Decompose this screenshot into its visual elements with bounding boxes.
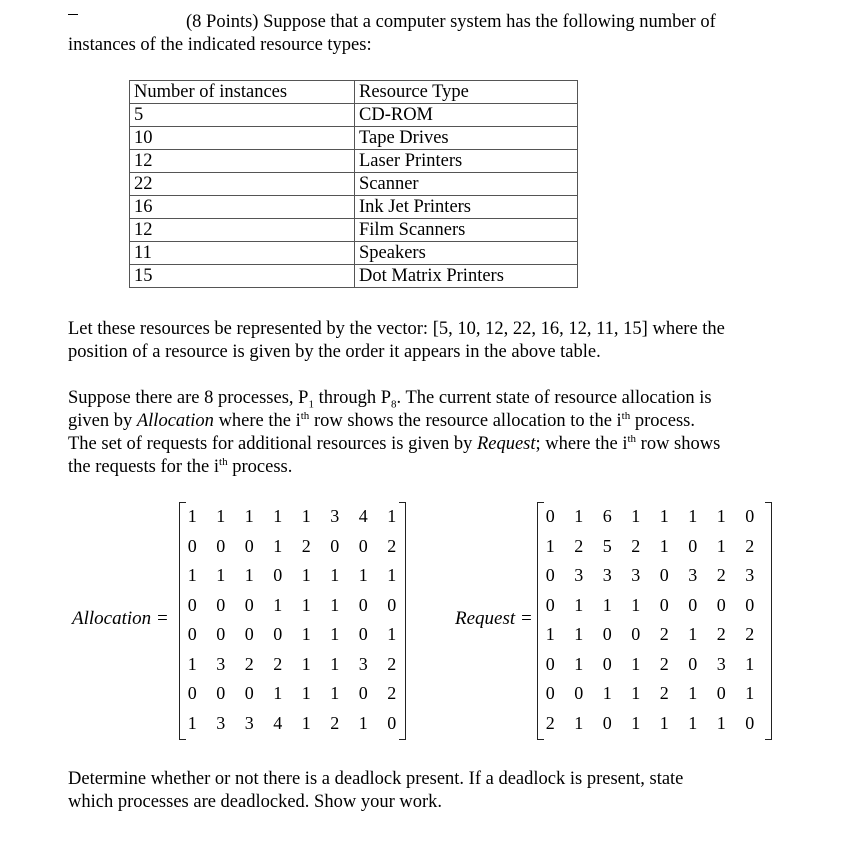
matrix-cell: 3 bbox=[244, 712, 254, 733]
matrix-cell: 0 bbox=[244, 535, 254, 556]
answer-blank bbox=[68, 14, 78, 15]
matrix-cell: 2 bbox=[716, 624, 726, 644]
text: where the i bbox=[213, 411, 301, 431]
text: the requests for the i bbox=[68, 457, 220, 477]
matrix-cell: 6 bbox=[602, 506, 612, 526]
matrix-cell: 2 bbox=[273, 653, 283, 674]
matrix-cell: 0 bbox=[244, 594, 254, 615]
matrix-cell: 3 bbox=[631, 565, 641, 585]
instances-cell: 15 bbox=[130, 265, 355, 288]
matrix-cell: 1 bbox=[631, 506, 641, 526]
closing-line2: which processes are deadlocked. Show your work. bbox=[68, 792, 443, 812]
question-intro-line1: (8 Points) Suppose that a computer system has the following number of bbox=[186, 12, 716, 32]
matrix-cell: 2 bbox=[574, 535, 584, 556]
matrix-cell: 1 bbox=[273, 594, 283, 615]
text: . The current state of resource allocation is bbox=[396, 388, 712, 408]
matrix-cell: 3 bbox=[688, 565, 698, 585]
table-row bbox=[130, 150, 578, 173]
resource-type-cell: Speakers bbox=[355, 242, 578, 265]
matrix-cell: 0 bbox=[187, 624, 197, 644]
matrix-cell: 0 bbox=[545, 594, 555, 615]
matrix-cell: 0 bbox=[187, 594, 197, 615]
table-row bbox=[130, 196, 578, 219]
matrix-cell: 1 bbox=[244, 506, 254, 526]
matrix-cell: 1 bbox=[387, 565, 397, 585]
matrix-cell: 1 bbox=[273, 535, 283, 556]
matrix-cell: 5 bbox=[602, 535, 612, 556]
process-paragraph-line1 bbox=[68, 387, 712, 410]
superscript: th bbox=[627, 432, 637, 445]
matrix-cell: 1 bbox=[358, 712, 368, 733]
matrix-cell: 2 bbox=[545, 712, 555, 733]
matrix-cell: 0 bbox=[187, 535, 197, 556]
subscript: 8 bbox=[391, 398, 397, 411]
matrix-cell: 1 bbox=[187, 653, 197, 674]
resource-type-cell: Laser Printers bbox=[355, 150, 578, 173]
matrix-cell: 3 bbox=[216, 712, 226, 733]
allocation-grid bbox=[178, 502, 406, 738]
matrix-cell: 0 bbox=[545, 653, 555, 674]
matrix-cell: 3 bbox=[358, 653, 368, 674]
matrix-cell: 4 bbox=[358, 506, 368, 526]
subscript: 1 bbox=[308, 398, 314, 411]
matrix-cell: 2 bbox=[716, 565, 726, 585]
table-row bbox=[130, 265, 578, 288]
matrix-cell: 3 bbox=[716, 653, 726, 674]
text: Suppose there are 8 processes, P bbox=[68, 388, 309, 408]
instances-cell: 10 bbox=[130, 127, 355, 150]
matrix-cell: 0 bbox=[244, 683, 254, 703]
matrix-cell: 1 bbox=[187, 506, 197, 526]
instances-cell: 11 bbox=[130, 242, 355, 265]
instances-cell: 12 bbox=[130, 150, 355, 173]
table-row bbox=[130, 104, 578, 127]
matrix-cell: 0 bbox=[273, 624, 283, 644]
matrix-cell: 1 bbox=[716, 712, 726, 733]
matrix-cell: 1 bbox=[688, 624, 698, 644]
table-header-row bbox=[130, 81, 578, 104]
matrix-cell: 1 bbox=[545, 624, 555, 644]
matrix-cell: 0 bbox=[244, 624, 254, 644]
matrix-cell: 1 bbox=[574, 624, 584, 644]
matrix-cell: 0 bbox=[387, 594, 397, 615]
matrix-cell: 0 bbox=[602, 624, 612, 644]
matrix-cell: 1 bbox=[330, 653, 340, 674]
matrix-cell: 2 bbox=[659, 683, 669, 703]
allocation-term: Allocation bbox=[136, 411, 214, 431]
text: ; where the i bbox=[535, 434, 628, 454]
vector-paragraph-line1: Let these resources be represented by the vector: [5, 10, 12, 22, 16, 12, 11, 15] where the bbox=[68, 319, 725, 339]
header-number-of-instances: Number of instances bbox=[130, 81, 355, 104]
closing-line1: Determine whether or not there is a deadlock present. If a deadlock is present, state bbox=[68, 769, 684, 789]
resource-type-cell: Scanner bbox=[355, 173, 578, 196]
matrix-cell: 3 bbox=[330, 506, 340, 526]
matrix-cell: 1 bbox=[273, 506, 283, 526]
matrix-cell: 1 bbox=[301, 506, 311, 526]
matrix-cell: 0 bbox=[688, 535, 698, 556]
matrix-cell: 0 bbox=[358, 683, 368, 703]
resource-type-cell: Film Scanners bbox=[355, 219, 578, 242]
header-resource-type: Resource Type bbox=[355, 81, 578, 104]
matrix-cell: 3 bbox=[745, 565, 755, 585]
matrix-cell: 1 bbox=[273, 683, 283, 703]
matrix-cell: 2 bbox=[659, 653, 669, 674]
matrix-cell: 2 bbox=[631, 535, 641, 556]
matrix-cell: 1 bbox=[330, 594, 340, 615]
matrix-cell: 0 bbox=[330, 535, 340, 556]
matrix-cell: 2 bbox=[330, 712, 340, 733]
matrix-cell: 1 bbox=[358, 565, 368, 585]
matrix-cell: 1 bbox=[716, 535, 726, 556]
matrix-cell: 0 bbox=[602, 712, 612, 733]
matrix-cell: 1 bbox=[301, 594, 311, 615]
text: process. bbox=[227, 457, 293, 477]
matrix-cell: 4 bbox=[273, 712, 283, 733]
matrix-cell: 0 bbox=[387, 712, 397, 733]
matrix-cell: 0 bbox=[659, 565, 669, 585]
matrix-cell: 3 bbox=[216, 653, 226, 674]
matrix-cell: 1 bbox=[631, 712, 641, 733]
matrix-cell: 1 bbox=[330, 683, 340, 703]
matrix-cell: 1 bbox=[301, 565, 311, 585]
process-paragraph-line2 bbox=[68, 410, 695, 433]
superscript: th bbox=[300, 409, 310, 422]
matrix-cell: 0 bbox=[358, 624, 368, 644]
request-grid bbox=[536, 502, 764, 738]
matrix-cell: 3 bbox=[574, 565, 584, 585]
matrix-cell: 0 bbox=[745, 594, 755, 615]
right-bracket bbox=[399, 502, 406, 740]
matrix-cell: 0 bbox=[273, 565, 283, 585]
matrix-cell: 0 bbox=[545, 683, 555, 703]
matrix-cell: 0 bbox=[216, 594, 226, 615]
matrix-cell: 1 bbox=[659, 712, 669, 733]
request-term: Request bbox=[476, 434, 536, 454]
matrix-cell: 0 bbox=[358, 535, 368, 556]
matrix-cell: 1 bbox=[659, 535, 669, 556]
matrix-cell: 1 bbox=[745, 653, 755, 674]
matrix-cell: 1 bbox=[602, 683, 612, 703]
matrix-cell: 1 bbox=[716, 506, 726, 526]
matrix-cell: 1 bbox=[631, 594, 641, 615]
matrix-cell: 1 bbox=[301, 683, 311, 703]
resource-type-cell: Ink Jet Printers bbox=[355, 196, 578, 219]
matrix-cell: 2 bbox=[301, 535, 311, 556]
matrix-cell: 1 bbox=[602, 594, 612, 615]
matrix-cell: 0 bbox=[659, 594, 669, 615]
instances-cell: 5 bbox=[130, 104, 355, 127]
instances-cell: 22 bbox=[130, 173, 355, 196]
matrix-cell: 1 bbox=[631, 683, 641, 703]
matrix-cell: 3 bbox=[602, 565, 612, 585]
matrix-cell: 1 bbox=[301, 653, 311, 674]
matrix-cell: 2 bbox=[745, 535, 755, 556]
matrix-cell: 1 bbox=[545, 535, 555, 556]
resource-type-cell: Tape Drives bbox=[355, 127, 578, 150]
matrix-cell: 0 bbox=[216, 535, 226, 556]
matrix-cell: 1 bbox=[330, 565, 340, 585]
matrix-cell: 1 bbox=[631, 653, 641, 674]
resource-table bbox=[129, 80, 578, 288]
right-bracket bbox=[765, 502, 772, 740]
matrix-cell: 0 bbox=[688, 594, 698, 615]
text: The set of requests for additional resources is given by bbox=[68, 434, 477, 454]
matrix-cell: 1 bbox=[574, 506, 584, 526]
instances-cell: 12 bbox=[130, 219, 355, 242]
matrix-cell: 1 bbox=[574, 653, 584, 674]
matrix-cell: 1 bbox=[387, 624, 397, 644]
matrix-cell: 2 bbox=[244, 653, 254, 674]
request-label: Request = bbox=[455, 608, 533, 629]
matrix-cell: 0 bbox=[688, 653, 698, 674]
matrix-cell: 1 bbox=[301, 712, 311, 733]
matrix-cell: 1 bbox=[574, 594, 584, 615]
matrix-cell: 0 bbox=[545, 565, 555, 585]
table-row bbox=[130, 219, 578, 242]
matrix-cell: 2 bbox=[387, 683, 397, 703]
resource-type-cell: CD-ROM bbox=[355, 104, 578, 127]
matrix-cell: 0 bbox=[216, 683, 226, 703]
matrix-cell: 1 bbox=[574, 712, 584, 733]
matrix-cell: 0 bbox=[602, 653, 612, 674]
resource-type-cell: Dot Matrix Printers bbox=[355, 265, 578, 288]
text: through P bbox=[313, 388, 392, 408]
matrix-cell: 0 bbox=[574, 683, 584, 703]
process-paragraph-line4 bbox=[68, 456, 292, 479]
table-row bbox=[130, 127, 578, 150]
question-intro-line2: instances of the indicated resource types: bbox=[68, 35, 372, 55]
instances-cell: 16 bbox=[130, 196, 355, 219]
matrix-cell: 1 bbox=[187, 712, 197, 733]
matrix-cell: 2 bbox=[659, 624, 669, 644]
superscript: th bbox=[219, 455, 228, 468]
matrix-cell: 1 bbox=[216, 565, 226, 585]
matrix-cell: 1 bbox=[216, 506, 226, 526]
matrix-cell: 0 bbox=[358, 594, 368, 615]
process-paragraph-line3 bbox=[68, 433, 720, 456]
text: process. bbox=[630, 411, 695, 431]
table-row bbox=[130, 242, 578, 265]
matrix-cell: 0 bbox=[716, 594, 726, 615]
text: row shows bbox=[636, 434, 721, 454]
matrix-cell: 0 bbox=[745, 506, 755, 526]
matrix-cell: 0 bbox=[545, 506, 555, 526]
matrix-cell: 2 bbox=[745, 624, 755, 644]
matrix-cell: 1 bbox=[187, 565, 197, 585]
matrix-cell: 1 bbox=[659, 506, 669, 526]
matrix-cell: 0 bbox=[216, 624, 226, 644]
matrix-cell: 1 bbox=[688, 712, 698, 733]
matrix-cell: 0 bbox=[745, 712, 755, 733]
table-row bbox=[130, 173, 578, 196]
allocation-label: Allocation = bbox=[72, 608, 169, 629]
text: given by bbox=[68, 411, 137, 431]
superscript: th bbox=[621, 409, 631, 422]
matrix-cell: 1 bbox=[688, 506, 698, 526]
vector-paragraph-line2: position of a resource is given by the order it appears in the above table. bbox=[68, 342, 601, 362]
matrix-cell: 2 bbox=[387, 653, 397, 674]
matrix-cell: 1 bbox=[301, 624, 311, 644]
matrix-cell: 2 bbox=[387, 535, 397, 556]
matrix-cell: 0 bbox=[631, 624, 641, 644]
matrix-cell: 0 bbox=[187, 683, 197, 703]
matrix-cell: 1 bbox=[745, 683, 755, 703]
matrix-cell: 1 bbox=[244, 565, 254, 585]
text: row shows the resource allocation to the i bbox=[309, 411, 622, 431]
matrix-cell: 1 bbox=[387, 506, 397, 526]
matrix-cell: 1 bbox=[330, 624, 340, 644]
matrix-cell: 0 bbox=[716, 683, 726, 703]
matrix-cell: 1 bbox=[688, 683, 698, 703]
